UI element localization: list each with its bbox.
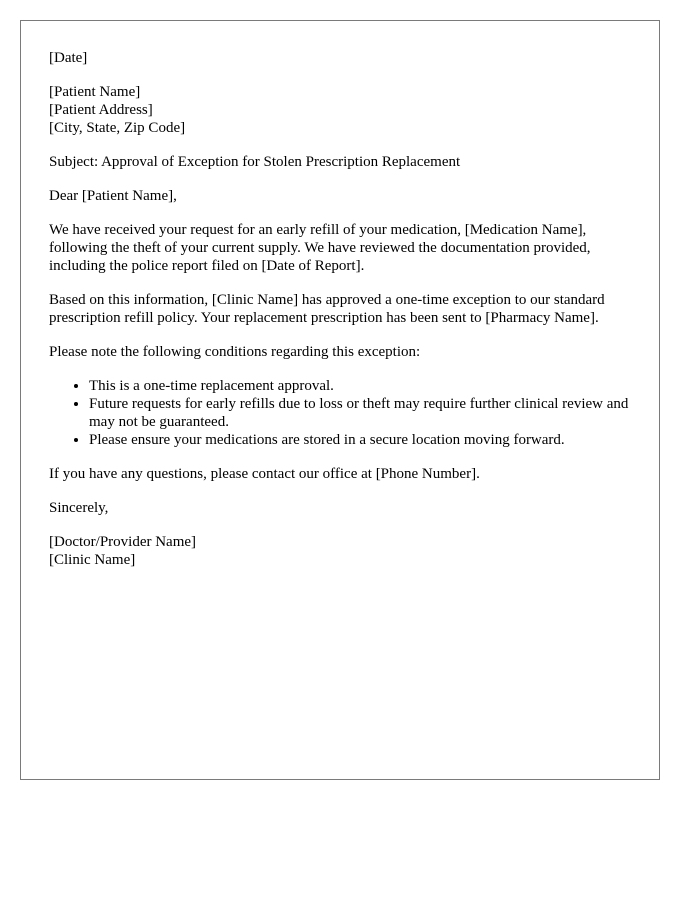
recipient-address: [Patient Address] — [49, 102, 153, 118]
list-item: • Future requests for early refills due to loss or theft may require further clinical review and may not be guaranteed. — [89, 395, 639, 431]
recipient-address-block — [49, 83, 639, 137]
conditions-intro: Please note the following conditions regarding this exception: — [49, 344, 421, 360]
letter-subject: Subject: Approval of Exception for Stolen Prescription Replacement — [49, 154, 461, 170]
list-item: • This is a one-time replacement approval. — [89, 377, 639, 395]
letter-salutation: Dear [Patient Name], — [49, 188, 177, 204]
letter-paragraph-request: We have received your request for an early refill of your medication, [Medication Name], following the theft of your current supply. We have reviewed the documentation provided, including the police report filed on [Date of Report]. — [49, 222, 591, 274]
letter-page — [20, 20, 660, 780]
list-item: • Please ensure your medications are stored in a secure location moving forward. — [89, 431, 639, 449]
conditions-list — [49, 377, 639, 449]
recipient-city-state-zip: [City, State, Zip Code] — [49, 120, 186, 136]
signature-block — [49, 533, 639, 569]
signature-provider: [Doctor/Provider Name] — [49, 534, 197, 550]
signature-clinic: [Clinic Name] — [49, 552, 136, 568]
recipient-name: [Patient Name] — [49, 84, 141, 100]
letter-closing: Sincerely, — [49, 500, 109, 516]
letter-date: [Date] — [49, 50, 88, 66]
letter-content — [49, 49, 639, 585]
letter-contact-paragraph: If you have any questions, please contact our office at [Phone Number]. — [49, 466, 480, 482]
letter-paragraph-approval: Based on this information, [Clinic Name] has approved a one-time exception to our standard prescription refill policy. Your replacement prescription has been sent to [Pharmacy Name]. — [49, 292, 605, 326]
